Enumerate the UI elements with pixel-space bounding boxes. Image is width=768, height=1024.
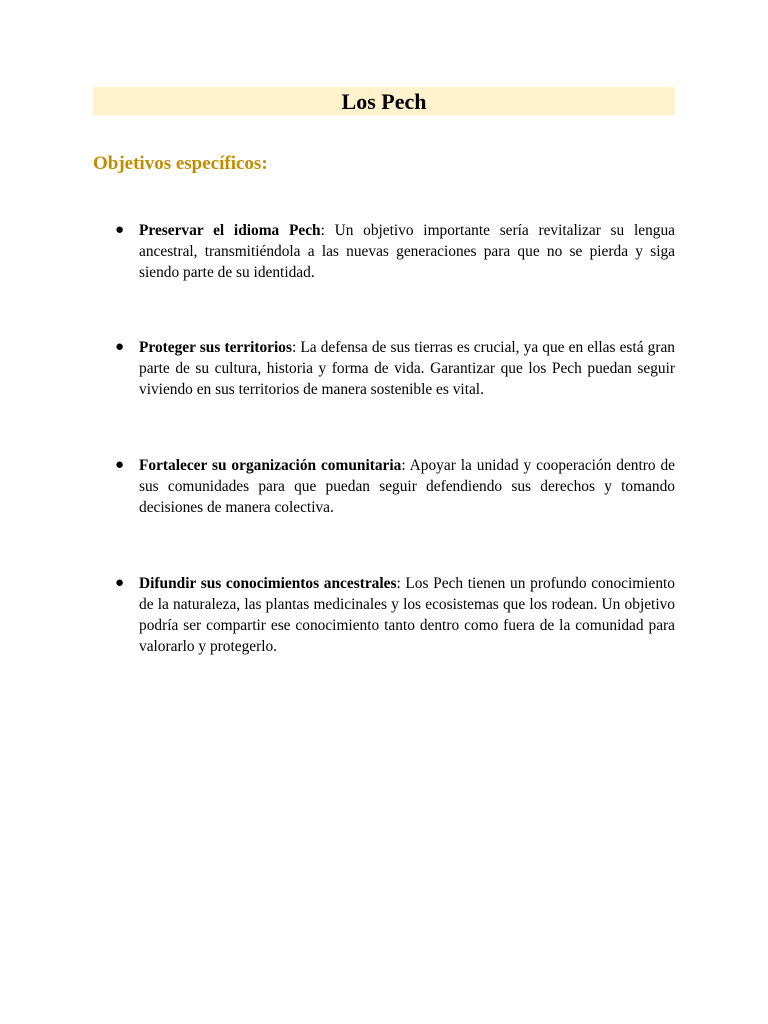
objective-term: Fortalecer su organización comunitaria: [139, 457, 402, 474]
bullet-icon: ●: [115, 575, 125, 591]
objective-term: Proteger sus territorios: [139, 339, 292, 356]
objective-term: Preservar el idioma Pech: [139, 222, 321, 239]
section-heading: Objetivos específicos:: [93, 153, 268, 174]
objective-text: : La defensa de sus tierras es crucial, ya que en ellas está gran parte de su cultura, historia y forma de vida. Garantizar que los Pech puedan seguir viviendo en sus territorios de manera sostenible es vital.: [139, 339, 676, 398]
bullet-icon: ●: [115, 457, 125, 473]
list-item: [93, 455, 675, 518]
document-page: [93, 87, 675, 657]
page-title-bar: [93, 87, 675, 115]
bullet-icon: ●: [115, 339, 125, 355]
objectives-list: [93, 220, 675, 657]
list-item: [93, 337, 675, 400]
objective-text: : Apoyar la unidad y cooperación dentro de sus comunidades para que puedan seguir defendiendo sus derechos y tomando decisiones de manera colectiva.: [139, 457, 675, 516]
objective-term: Difundir sus conocimientos ancestrales: [139, 575, 397, 592]
objective-text: : Los Pech tienen un profundo conocimiento de la naturaleza, las plantas medicinales y los ecosistemas que los rodean. Un objetivo podría ser compartir ese conocimiento tanto dentro como fuera de la comunidad para valorarlo y protegerlo.: [139, 575, 675, 655]
list-item: [93, 573, 675, 657]
list-item: [93, 220, 675, 283]
objective-text: : Un objetivo importante sería revitalizar su lengua ancestral, transmitiéndola a las nuevas generaciones para que no se pierda y siga siendo parte de su identidad.: [139, 222, 675, 281]
page-title: Los Pech: [341, 89, 427, 114]
bullet-icon: ●: [115, 222, 125, 238]
